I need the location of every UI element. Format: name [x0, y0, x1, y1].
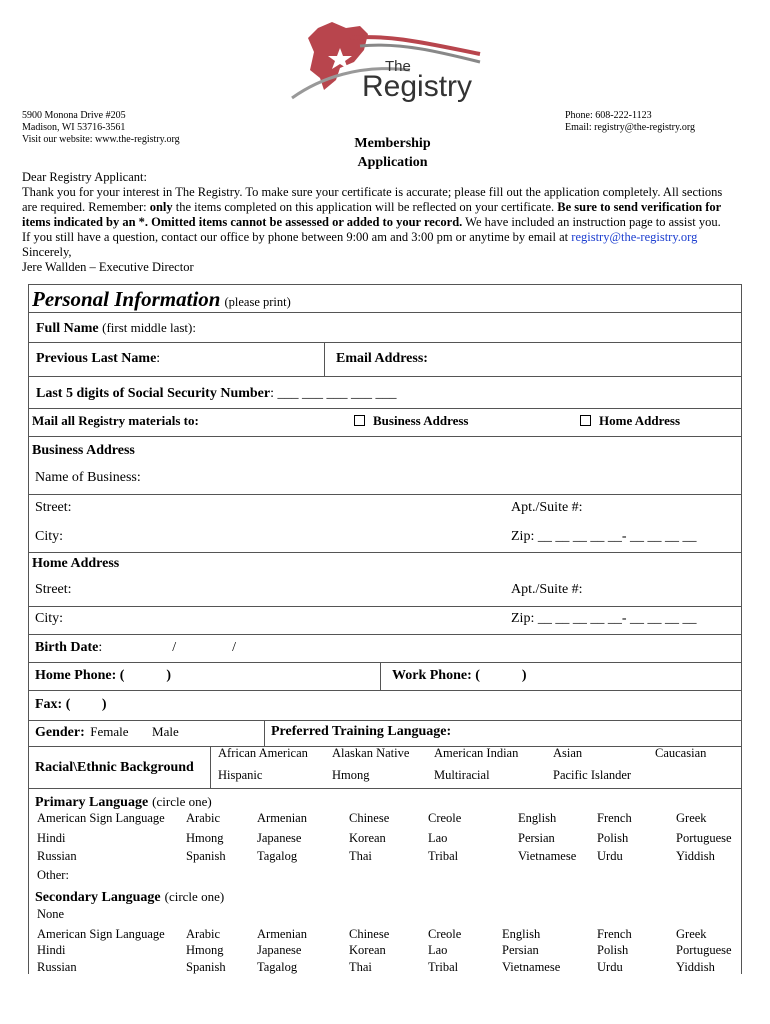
- secondary-language-option[interactable]: Tagalog: [257, 960, 298, 974]
- letter-line-4: If you still have a question, contact our office by phone between 9:00 am and 3:00 pm or anytime by email at registry@the-registry.org: [22, 230, 698, 244]
- primary-language-heading: Primary Language (circle one): [35, 794, 212, 810]
- primary-language-option[interactable]: Creole: [428, 811, 462, 825]
- business-apt-field[interactable]: Apt./Suite #:: [511, 500, 583, 515]
- primary-language-option[interactable]: Thai: [349, 849, 372, 863]
- checkbox-icon[interactable]: [354, 415, 365, 426]
- logo-registry: Registry: [362, 70, 473, 103]
- secondary-language-heading: Secondary Language (circle one): [35, 889, 225, 905]
- mail-business-checkbox[interactable]: Business Address: [354, 413, 469, 429]
- racial-option[interactable]: American Indian: [434, 746, 519, 760]
- title-line-1: Membership: [354, 136, 431, 151]
- primary-language-option[interactable]: Urdu: [597, 849, 623, 863]
- name-of-business-field[interactable]: Name of Business:: [35, 470, 141, 485]
- secondary-language-option[interactable]: Vietnamese: [502, 960, 561, 974]
- secondary-language-option[interactable]: Portuguese: [676, 943, 732, 957]
- email-line[interactable]: Email: registry@the-registry.org: [565, 122, 696, 133]
- primary-language-option[interactable]: Korean: [349, 831, 386, 845]
- primary-language-option[interactable]: Lao: [428, 831, 448, 845]
- mail-to-label: Mail all Registry materials to:: [32, 413, 199, 428]
- primary-language-option[interactable]: Hindi: [37, 831, 66, 845]
- letter-line-2: are required. Remember: only the items completed on this application will be reflected on your certificate. Be sure to send verification for: [22, 200, 722, 214]
- secondary-language-option[interactable]: American Sign Language: [37, 927, 165, 941]
- address-line-1: 5900 Monona Drive #205: [22, 110, 126, 121]
- primary-language-option[interactable]: Spanish: [186, 849, 226, 863]
- closing: Sincerely,: [22, 245, 72, 259]
- phone-line: Phone: 608-222-1123: [565, 110, 652, 121]
- secondary-language-option[interactable]: English: [502, 927, 541, 941]
- section-title: Personal Information (please print): [32, 287, 291, 311]
- org-address: [22, 110, 180, 146]
- secondary-language-option[interactable]: Russian: [37, 960, 77, 974]
- primary-language-option[interactable]: Armenian: [257, 811, 307, 825]
- racial-option[interactable]: Caucasian: [655, 746, 707, 760]
- business-address-heading: Business Address: [32, 443, 135, 458]
- greeting: Dear Registry Applicant:: [22, 170, 147, 184]
- racial-option[interactable]: African American: [218, 746, 308, 760]
- primary-language-option[interactable]: English: [518, 811, 557, 825]
- home-city-field[interactable]: City:: [35, 611, 64, 626]
- secondary-language-option[interactable]: Creole: [428, 927, 462, 941]
- primary-language-other[interactable]: Other:: [37, 868, 69, 882]
- primary-language-option[interactable]: Chinese: [349, 811, 390, 825]
- gender-male-option[interactable]: Male: [152, 724, 179, 739]
- preferred-training-language-field[interactable]: Preferred Training Language:: [271, 724, 452, 739]
- registry-email-link[interactable]: registry@the-registry.org: [571, 230, 698, 244]
- secondary-language-option[interactable]: Urdu: [597, 960, 623, 974]
- birth-date-field[interactable]: Birth Date: / /: [35, 640, 237, 655]
- primary-language-option[interactable]: Hmong: [186, 831, 224, 845]
- racial-option[interactable]: Hmong: [332, 768, 370, 782]
- business-street-field[interactable]: Street:: [35, 500, 72, 515]
- business-zip-field[interactable]: Zip: __ __ __ __ __- __ __ __ __: [511, 529, 697, 544]
- primary-language-option[interactable]: Polish: [597, 831, 629, 845]
- secondary-language-option[interactable]: Hindi: [37, 943, 66, 957]
- checkbox-icon[interactable]: [580, 415, 591, 426]
- racial-option[interactable]: Asian: [553, 746, 583, 760]
- primary-language-option[interactable]: Japanese: [257, 831, 302, 845]
- home-phone-field[interactable]: Home Phone: ( ): [35, 668, 172, 683]
- primary-language-option[interactable]: Yiddish: [676, 849, 715, 863]
- full-name-field[interactable]: Full Name (first middle last):: [36, 320, 196, 336]
- secondary-language-option[interactable]: Yiddish: [676, 960, 715, 974]
- email-address-field[interactable]: Email Address:: [336, 351, 428, 366]
- business-city-field[interactable]: City:: [35, 529, 64, 544]
- primary-language-option[interactable]: Persian: [518, 831, 555, 845]
- secondary-language-option[interactable]: Tribal: [428, 960, 459, 974]
- page-title: [320, 134, 465, 172]
- home-address-heading: Home Address: [32, 556, 120, 571]
- registry-logo: [280, 8, 490, 108]
- primary-language-option[interactable]: Vietnamese: [518, 849, 577, 863]
- website-line[interactable]: Visit our website: www.the-registry.org: [22, 134, 180, 145]
- secondary-language-option[interactable]: Hmong: [186, 943, 224, 957]
- secondary-language-option[interactable]: Polish: [597, 943, 629, 957]
- org-contact: [565, 110, 695, 134]
- gender-field: Gender: Female Male: [35, 724, 179, 740]
- racial-option[interactable]: Alaskan Native: [332, 746, 410, 760]
- secondary-language-option[interactable]: Lao: [428, 943, 448, 957]
- secondary-language-option[interactable]: Persian: [502, 943, 539, 957]
- mail-home-checkbox[interactable]: Home Address: [580, 413, 680, 429]
- primary-language-option[interactable]: French: [597, 811, 632, 825]
- address-line-2: Madison, WI 53716-3561: [22, 122, 126, 133]
- work-phone-field[interactable]: Work Phone: ( ): [392, 668, 527, 683]
- secondary-language-option[interactable]: Spanish: [186, 960, 226, 974]
- ssn-field[interactable]: Last 5 digits of Social Security Number: ___ ___ ___ ___ ___: [36, 386, 397, 401]
- home-street-field[interactable]: Street:: [35, 582, 72, 597]
- home-apt-field[interactable]: Apt./Suite #:: [511, 582, 583, 597]
- primary-language-option[interactable]: Tribal: [428, 849, 459, 863]
- letter-line-1: Thank you for your interest in The Registry. To make sure your certificate is accurate; please fill out the application completely. All sections: [22, 185, 723, 199]
- racial-option[interactable]: Hispanic: [218, 768, 263, 782]
- primary-language-option[interactable]: Tagalog: [257, 849, 298, 863]
- primary-language-option[interactable]: Portuguese: [676, 831, 732, 845]
- primary-language-option[interactable]: American Sign Language: [37, 811, 165, 825]
- secondary-language-option[interactable]: Greek: [676, 927, 707, 941]
- secondary-language-option[interactable]: Armenian: [257, 927, 307, 941]
- letter-line-3: items indicated by an *. Omitted items cannot be assessed or added to your record. We have included an instruction page to assist you.: [22, 215, 721, 229]
- secondary-language-option[interactable]: Japanese: [257, 943, 302, 957]
- signature: Jere Wallden – Executive Director: [22, 260, 194, 274]
- secondary-language-option[interactable]: Arabic: [186, 927, 221, 941]
- previous-last-name-field[interactable]: Previous Last Name:: [36, 351, 161, 366]
- racial-ethnic-label: Racial\Ethnic Background: [35, 760, 194, 775]
- secondary-language-option[interactable]: Korean: [349, 943, 386, 957]
- secondary-language-option[interactable]: French: [597, 927, 632, 941]
- title-line-2: Application: [357, 155, 428, 170]
- racial-option[interactable]: Multiracial: [434, 768, 490, 782]
- secondary-language-option[interactable]: Thai: [349, 960, 372, 974]
- secondary-language-option[interactable]: Chinese: [349, 927, 390, 941]
- gender-female-option[interactable]: Female: [90, 724, 129, 739]
- secondary-language-none[interactable]: None: [37, 907, 65, 921]
- primary-language-option[interactable]: Arabic: [186, 811, 221, 825]
- home-zip-field[interactable]: Zip: __ __ __ __ __- __ __ __ __: [511, 611, 697, 626]
- primary-language-option[interactable]: Greek: [676, 811, 707, 825]
- primary-language-option[interactable]: Russian: [37, 849, 77, 863]
- intro-letter: [22, 170, 722, 275]
- racial-option[interactable]: Pacific Islander: [553, 768, 632, 782]
- fax-field[interactable]: Fax: ( ): [35, 697, 107, 712]
- logo-the: The: [385, 58, 411, 75]
